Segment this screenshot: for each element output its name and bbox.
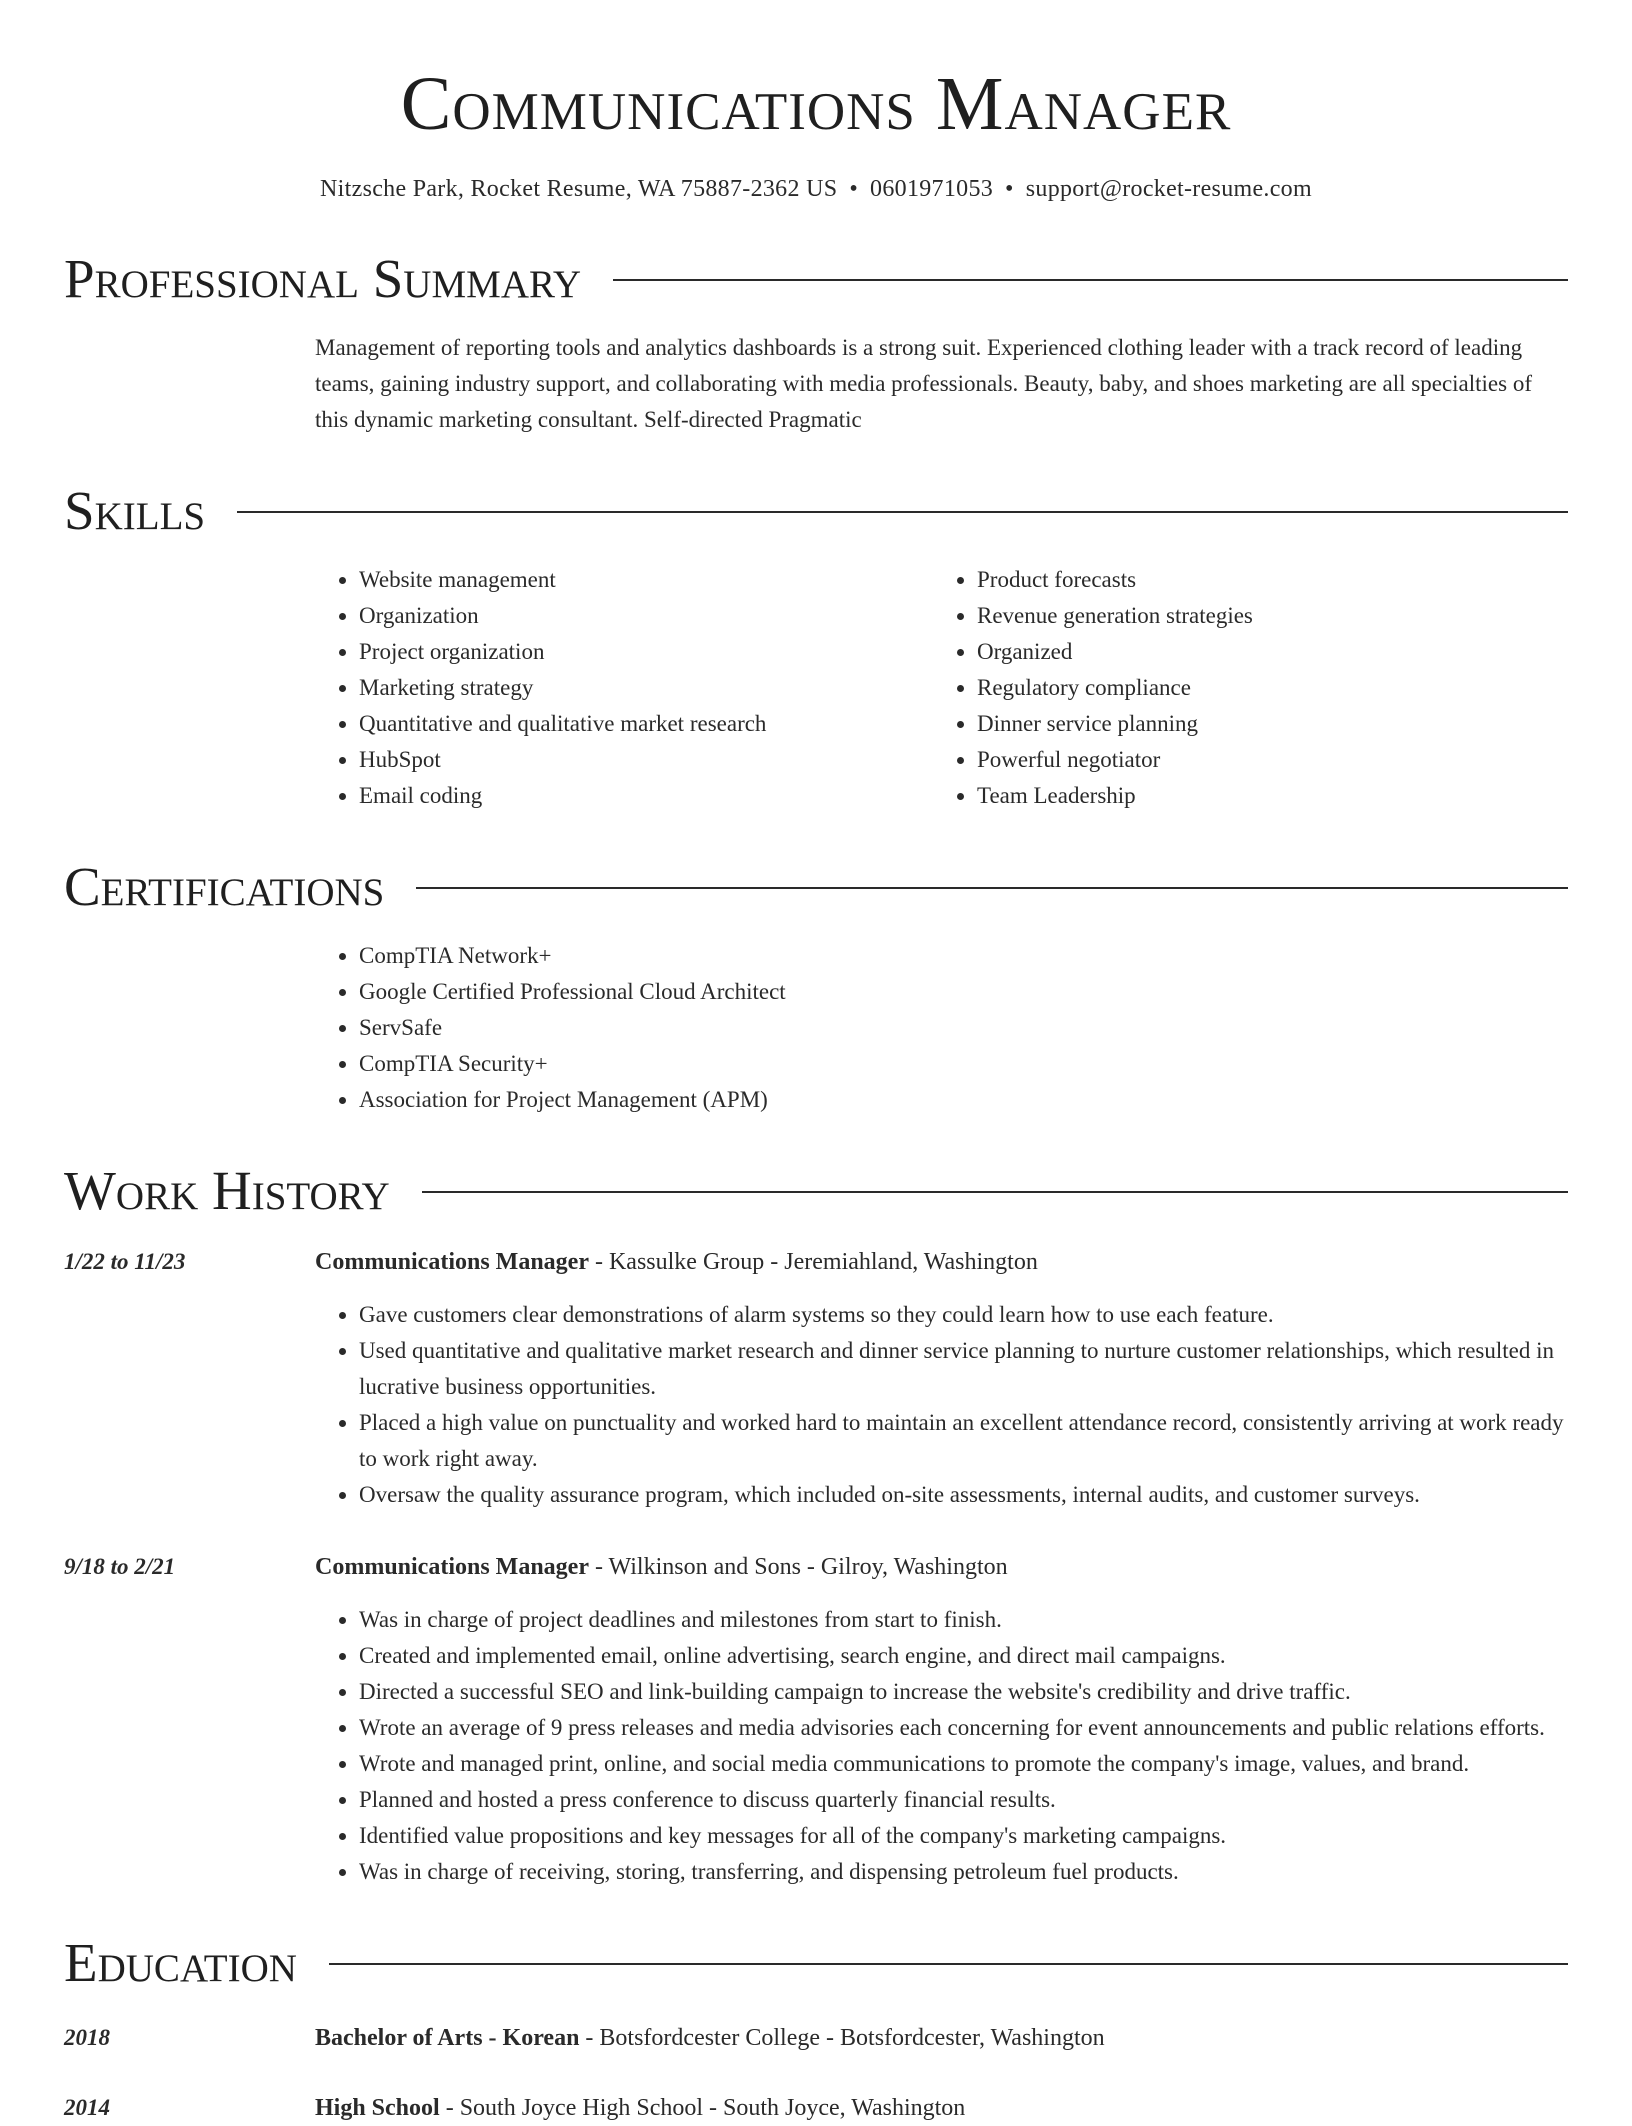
summary-text: Management of reporting tools and analytics dashboards is a strong suit. Experienced clothing leader with a track record of leading teams, gaining industry support, and collaborating with media professionals. Beauty, baby, and shoes marketing are all specialties of this dynamic marketing consultant. Self-directed Pragmatic [315,335,1532,432]
skill-item: • Product forecasts [977,562,1551,598]
education-year: 2018 [64,2025,110,2050]
section-header-work-history [64,1158,1568,1224]
work-entry [64,1244,1568,1513]
education-entry [64,2020,1568,2056]
section-divider [329,1963,1568,1965]
work-bullet: • Wrote and managed print, online, and social media communications to promote the company's image, values, and brand. [359,1746,1568,1782]
skill-item: • Revenue generation strategies [977,598,1551,634]
section-title-certifications: Certifications [64,856,385,917]
work-content [315,1549,1568,1890]
work-bullet: • Gave customers clear demonstrations of alarm systems so they could learn how to use each feature. [359,1297,1568,1333]
work-heading [315,1549,1568,1585]
skills-column-right [933,562,1551,814]
work-company-location: - Wilkinson and Sons - Gilroy, Washington [588,1554,1008,1580]
certification-item: • CompTIA Security+ [359,1046,1568,1082]
education-content [315,2020,1568,2056]
work-bullet: • Planned and hosted a press conference to discuss quarterly financial results. [359,1782,1568,1818]
education-degree: Bachelor of Arts - Korean [315,2025,580,2051]
work-bullet: • Created and implemented email, online advertising, search engine, and direct mail campaigns. [359,1638,1568,1674]
contact-line [64,172,1568,206]
skill-item: • Marketing strategy [359,670,933,706]
section-divider [422,1191,1568,1193]
work-bullet: • Was in charge of project deadlines and milestones from start to finish. [359,1602,1568,1638]
work-content [315,1244,1568,1513]
section-title-work-history: Work History [64,1160,390,1221]
skill-item: • Team Leadership [977,778,1551,814]
contact-separator: • [1005,176,1014,202]
skill-item: • Powerful negotiator [977,742,1551,778]
skills-column-left [315,562,933,814]
work-heading [315,1244,1568,1280]
skill-item: • Quantitative and qualitative market research [359,706,933,742]
work-bullet: • Placed a high value on punctuality and worked hard to maintain an excellent attendance record, consistently arriving at work ready to work right away. [359,1405,1568,1477]
section-divider [416,887,1568,889]
section-divider [237,511,1568,513]
work-entry [64,1549,1568,1890]
contact-separator: • [849,176,859,202]
skill-item: • Website management [359,562,933,598]
work-role: Communications Manager [315,1249,589,1275]
section-header-education [64,1930,1568,1996]
skill-item: • Email coding [359,778,933,814]
section-title-education: Education [64,1932,297,1993]
certifications-list [315,938,1568,1118]
work-dates: 1/22 to 11/23 [64,1249,186,1274]
contact-phone: 0601971053 [870,176,994,202]
work-bullet: • Was in charge of receiving, storing, transferring, and dispensing petroleum fuel products. [359,1854,1568,1890]
section-title-skills: Skills [64,480,206,541]
work-bullet: • Oversaw the quality assurance program, which included on-site assessments, internal audits, and customer surveys. [359,1477,1568,1513]
education-entry [64,2090,1568,2126]
education-school-location: - South Joyce High School - South Joyce, Washington [439,2095,966,2121]
work-bullet: • Used quantitative and qualitative market research and dinner service planning to nurture customer relationships, which resulted in lucrative business opportunities. [359,1333,1568,1405]
contact-email: support@rocket-resume.com [1025,176,1312,202]
education-content [315,2090,1568,2126]
resume-title: Communications Manager [400,62,1232,146]
skill-item: • Project organization [359,634,933,670]
work-bullet: • Wrote an average of 9 press releases and media advisories each concerning for event announcements and public relations efforts. [359,1710,1568,1746]
certification-item: • Google Certified Professional Cloud Architect [359,974,1568,1010]
section-header-certifications [64,854,1568,920]
work-company-location: - Kassulke Group - Jeremiahland, Washington [588,1249,1038,1275]
education-heading [315,2090,1568,2126]
section-title-summary: Professional Summary [64,248,582,309]
skill-item: • HubSpot [359,742,933,778]
certification-item: • ServSafe [359,1010,1568,1046]
skill-item: • Organization [359,598,933,634]
contact-address: Nitzsche Park, Rocket Resume, WA 75887-2362 US [320,176,838,202]
education-heading [315,2020,1568,2056]
work-bullet: • Directed a successful SEO and link-building campaign to increase the website's credibility and drive traffic. [359,1674,1568,1710]
skill-item: • Organized [977,634,1551,670]
section-header-skills [64,478,1568,544]
skills-list [315,562,1568,814]
education-degree: High School [315,2095,440,2121]
certification-item: • CompTIA Network+ [359,938,1568,974]
section-header-summary [64,246,1568,312]
work-role: Communications Manager [315,1554,589,1580]
education-year: 2014 [64,2095,110,2120]
work-dates: 9/18 to 2/21 [64,1554,176,1579]
skill-item: • Dinner service planning [977,706,1551,742]
work-bullet: • Identified value propositions and key messages for all of the company's marketing campaigns. [359,1818,1568,1854]
skill-item: • Regulatory compliance [977,670,1551,706]
certification-item: • Association for Project Management (APM) [359,1082,1568,1118]
education-school-location: - Botsfordcester College - Botsfordcester, Washington [579,2025,1105,2051]
section-divider [613,279,1568,281]
resume-page [64,0,1568,2126]
